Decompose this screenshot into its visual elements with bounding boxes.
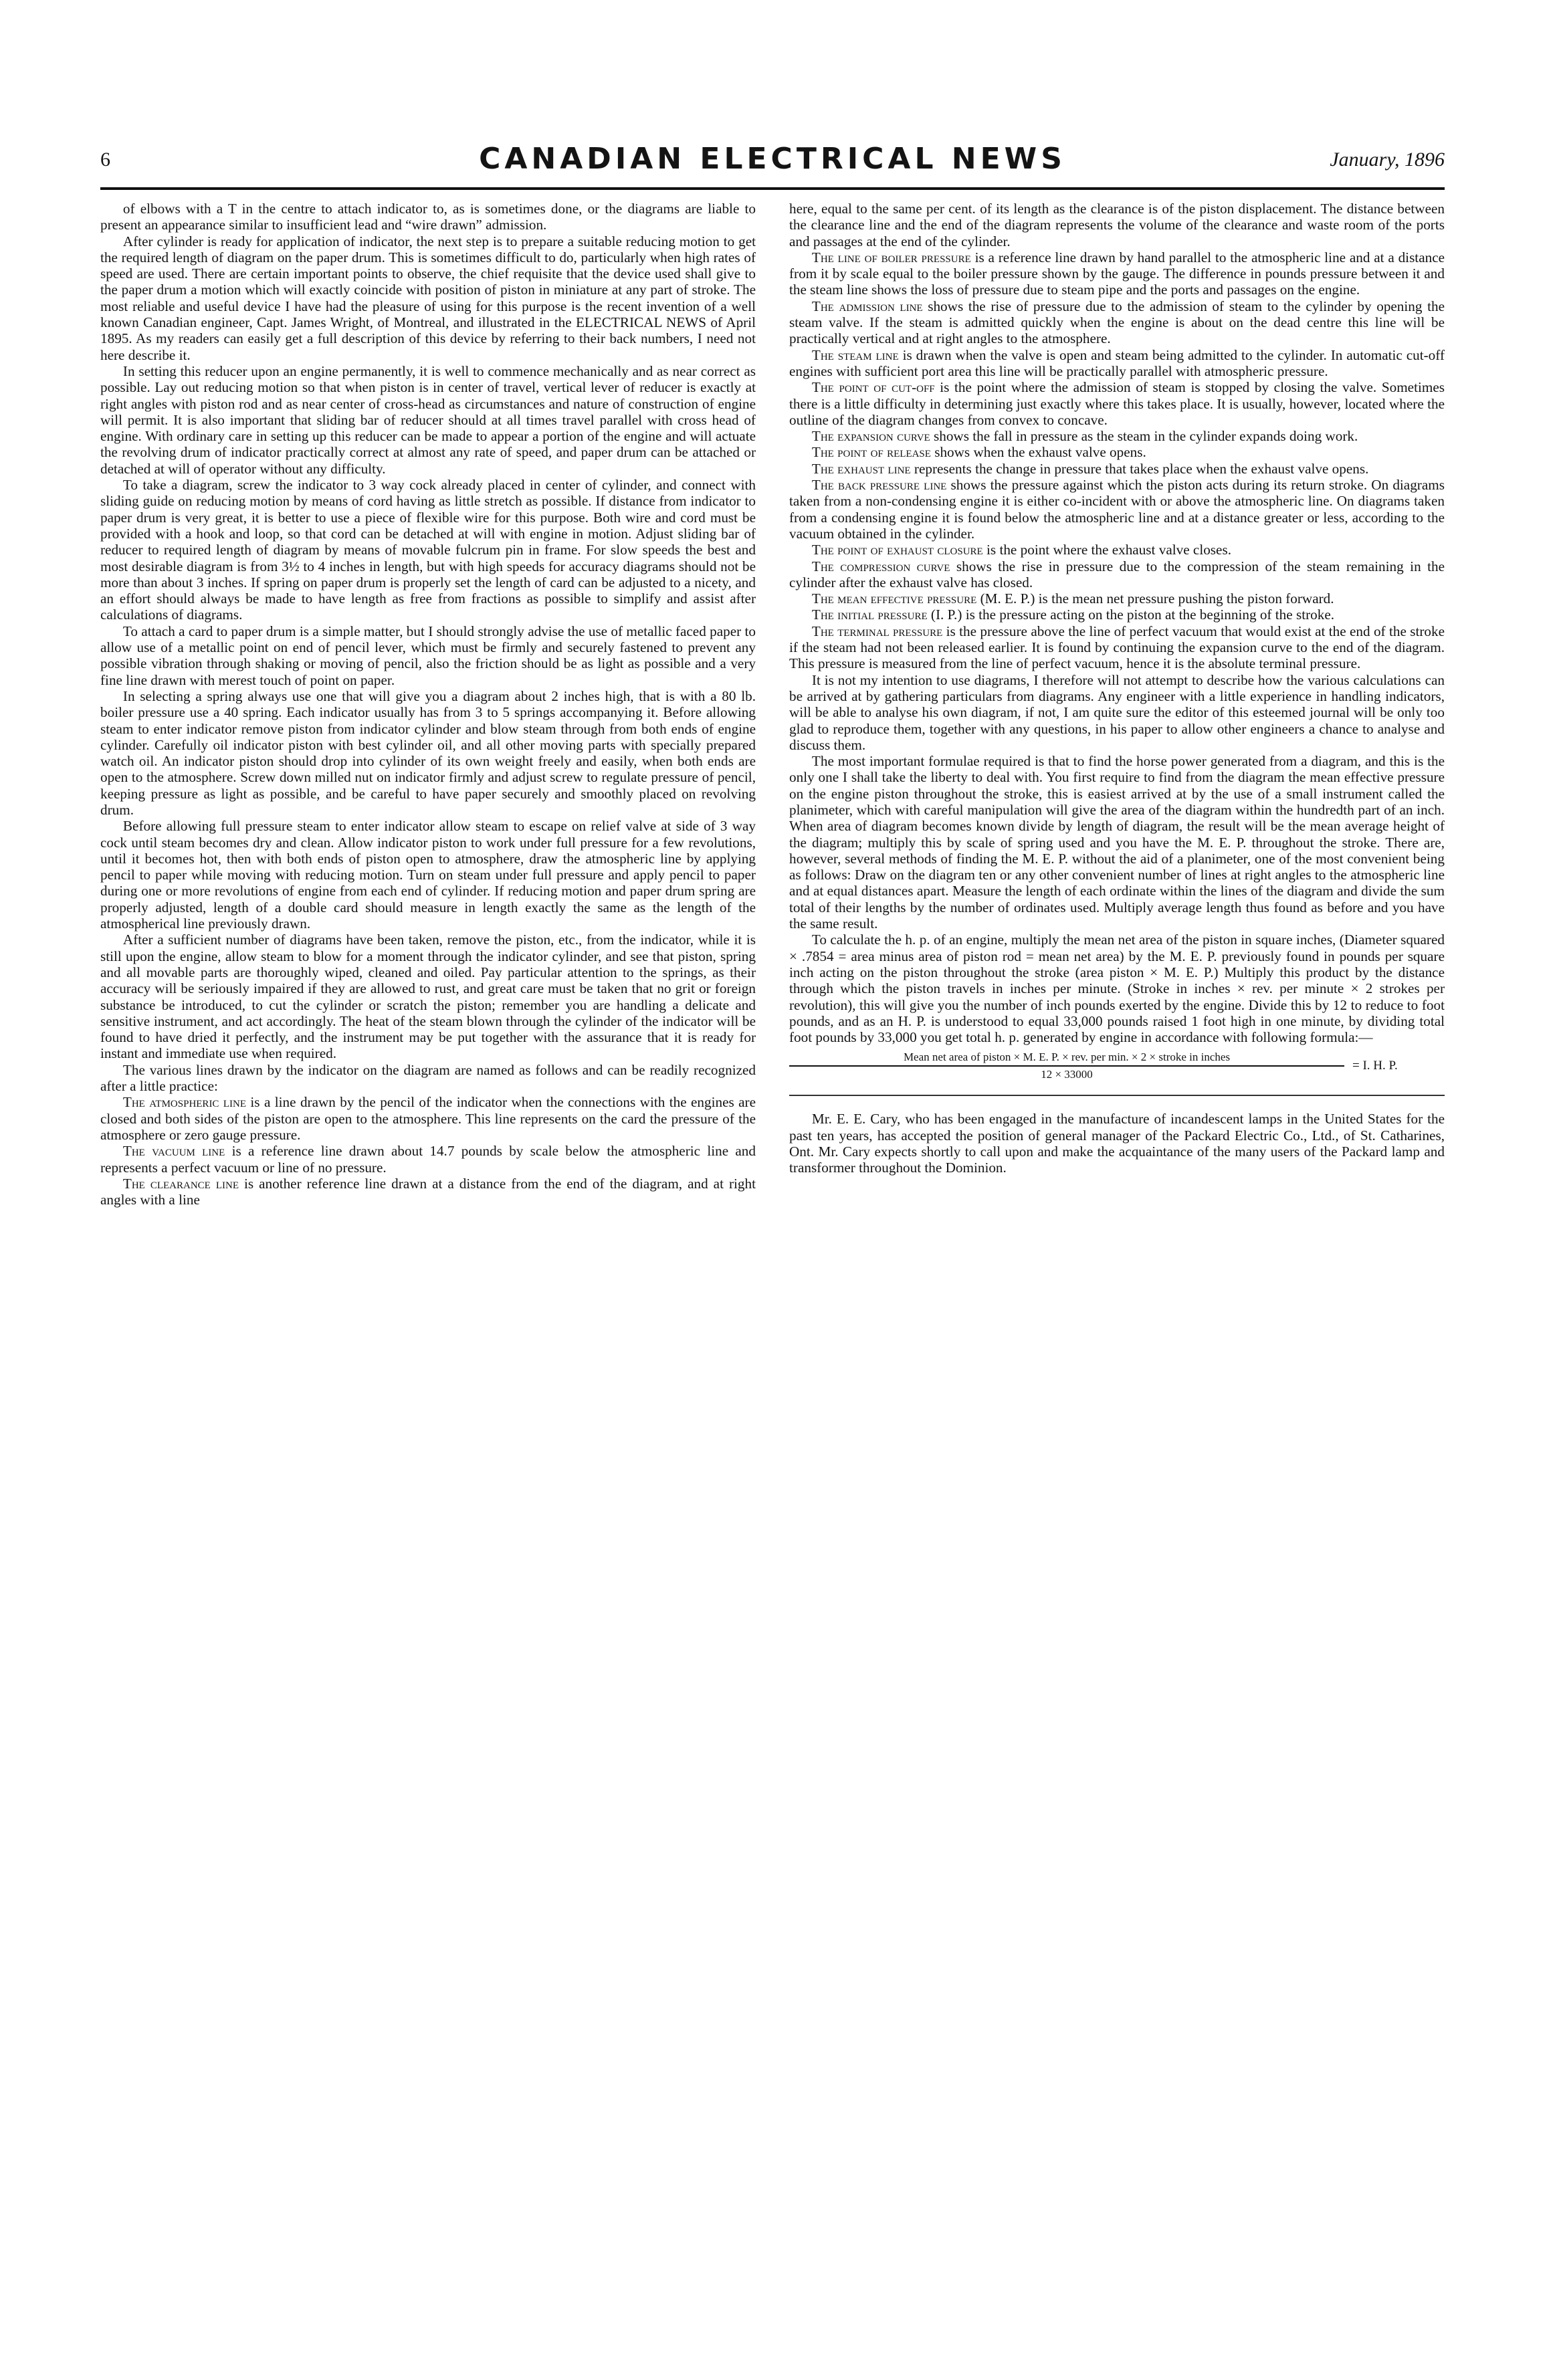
- section-divider: [789, 1095, 1445, 1096]
- journal-title: CANADIAN ELECTRICAL NEWS: [479, 142, 1066, 176]
- definition-term: The point of cut-off: [811, 379, 940, 396]
- definition-paragraph: The point of exhaust closure is the point where the exhaust valve closes.: [811, 542, 1231, 558]
- paragraph: To calculate the h. p. of an engine, multiply the mean net area of the piston in square inches, (Diameter squared × .7854 = area minus area of piston rod = mean net area) by the M. E. P. previously found in pounds per square inch acting on the piston throughout the stroke (area piston × M. E. P.) Multiply this product by the distance through which the piston travels in inches per minute. (Stroke in inches × rev. per minute × 2 strokes per revolution), this will give you the number of inch pounds exerted by the engine. Divide this by 12 to reduce to foot pounds, and as an H. P. is understood to equal 33,000 pounds raised 1 foot high in one minute, by dividing total foot pounds by 33,000 you get total h. p. generated by engine in accordance with following formula:—: [789, 932, 1445, 1046]
- definition-paragraph: The point of cut-off is the point where the admission of steam is stopped by closing the valve. Sometimes there is a little difficulty in determining just exactly where this takes place. It is usually, however, located where the outline of the diagram changes from convex to concave.: [789, 379, 1445, 428]
- definition-term: The admission line: [811, 298, 928, 314]
- notice-paragraph: Mr. E. E. Cary, who has been engaged in the manufacture of incandescent lamps in the United States for the past ten years, has accepted the position of general manager of the Packard Electric Co., Ltd., of St. Catharines, Ont. Mr. Cary expects shortly to call upon and make the acquaintance of the many users of the Packard lamp and transformer throughout the Dominion.: [789, 1111, 1445, 1176]
- left-column: [100, 201, 756, 1208]
- definition-term: The point of exhaust closure: [811, 542, 987, 558]
- paragraph: To take a diagram, screw the indicator to 3 way cock already placed in center of cylinder, and connect with sliding guide on reducing motion by means of cord having as little stretch as possible. If distance from indicator to paper drum is very great, it is better to use a piece of flexible wire for this purpose. Both wire and cord must be provided with a hook and loop, so that cord can be detached at will with engine in motion. Adjust sliding bar of reducer to required length of diagram by means of movable fulcrum pin in frame. For slow speeds the best and most desirable diagram is from 3½ to 4 inches in length, but with high speeds for accuracy diagrams should not be more than about 3 inches. If spring on paper drum is properly set the length of card can be adjusted to a nicety, and an effort should always be made to have length as free from fractions as possible to simplify and assist after calculations of diagrams.: [100, 477, 756, 623]
- definition-paragraph: The line of boiler pressure is a reference line drawn by hand parallel to the atmospheric line and at a distance from it by scale equal to the boiler pressure shown by the gauge. The difference in pounds pressure between it and the steam line shows the loss of pressure due to steam pipe and the ports and passages on the engine.: [789, 249, 1445, 298]
- definition-paragraph: The clearance line is another reference line drawn at a distance from the end of the diagram, and at right angles with a line: [100, 1175, 756, 1208]
- paragraph: here, equal to the same per cent. of its length as the clearance is of the piston displacement. The distance between the clearance line and the end of the diagram represents the volume of the clearance and waste room of the ports and passages at the end of the cylinder.: [789, 201, 1445, 249]
- masthead: [100, 134, 1445, 187]
- formula-numerator: Mean net area of piston × M. E. P. × rev. per min. × 2 × stroke in inches: [789, 1051, 1344, 1067]
- definition-term: The line of boiler pressure: [811, 249, 975, 265]
- definition-paragraph: The initial pressure (I. P.) is the pressure acting on the piston at the beginning of the stroke.: [811, 607, 1335, 623]
- definition-paragraph: The terminal pressure is the pressure above the line of perfect vacuum that would exist at the end of the stroke if the steam had not been released earlier. It is found by continuing the expansion curve to the end of the diagram. This pressure is measured from the line of perfect vacuum, hence it is the absolute terminal pressure.: [789, 623, 1445, 672]
- definition-term: The expansion curve: [811, 428, 934, 445]
- definition-paragraph: The vacuum line is a reference line drawn about 14.7 pounds by scale below the atmospheric line and represents a perfect vacuum or line of no pressure.: [100, 1143, 756, 1176]
- paragraph: The most important formulae required is that to find the horse power generated from a diagram, and this is the only one I shall take the liberty to deal with. You first require to find from the diagram the mean effective pressure on the engine piston throughout the stroke, this is easiest arrived at by the use of a small instrument called the planimeter, which with careful manipulation will give the area of the diagram within the hundredth part of an inch. When area of diagram becomes known divide by length of diagram, the result will be the mean average height of the diagram; multiply this by scale of spring used and you have the M. E. P. throughout the stroke. There are, however, several methods of finding the M. E. P. without the aid of a planimeter, one of the most convenient being as follows: Draw on the diagram ten or any other convenient number of lines at right angles to the atmospheric line and at equal distances apart. Measure the length of each ordinate within the lines of the diagram and divide the sum total of their lengths by the number of ordinates used. Multiply average length thus found as before and you have the same result.: [789, 753, 1445, 932]
- definition-paragraph: The point of release shows when the exhaust valve opens.: [811, 444, 1146, 461]
- definition-paragraph: The steam line is drawn when the valve is open and steam being admitted to the cylinder. In automatic cut-off engines with sufficient port area this line will be practically parallel with atmospheric pressure.: [789, 346, 1445, 379]
- definition-paragraph: The atmospheric line is a line drawn by the pencil of the indicator when the connections with the engines are closed and both sides of the piston are open to the atmosphere. This line represents on the card the pressure of the atmosphere or zero gauge pressure.: [100, 1094, 756, 1143]
- definition-paragraph: The mean effective pressure (M. E. P.) is the mean net pressure pushing the piston forward.: [811, 590, 1334, 607]
- definition-paragraph: The compression curve shows the rise in pressure due to the compression of the steam remaining in the cylinder after the exhaust valve has closed.: [789, 558, 1445, 590]
- paragraph: To attach a card to paper drum is a simple matter, but I should strongly advise the use of metallic faced paper to allow use of a metallic point on end of pencil lever, which must be firmly and securely fastened to prevent any possible vibration through shaking or moving of pencil, also the friction should be as light as possible and a very fine line drawn with merest touch of point on paper.: [100, 623, 756, 688]
- paragraph: Before allowing full pressure steam to enter indicator allow steam to escape on relief valve at side of 3 way cock until steam becomes dry and clean. Allow indicator piston to work under full pressure for a few revolutions, until it becomes hot, then with both ends of piston open to atmosphere, draw the atmospheric line by applying pencil to paper while moving with reducing motion. Turn on steam under full pressure and apply pencil to paper during one or more revolutions of engine from each end of cylinder. If reducing motion and paper drum spring are properly adjusted, length of a double card should measure in length exactly the same as the length of the atmospherical line previously drawn.: [100, 818, 756, 932]
- definition-term: The steam line: [811, 346, 903, 363]
- definition-paragraph: The admission line shows the rise of pressure due to the admission of steam to the cylinder by opening the steam valve. If the steam is admitted quickly when the engine is about on the dead centre this line will be practically vertical and at right angles to the atmosphere.: [789, 298, 1445, 347]
- paragraph: In selecting a spring always use one that will give you a diagram about 2 inches high, that is with a 80 lb. boiler pressure use a 40 spring. Each indicator usually has from 3 to 5 springs accompanying it. Before allowing steam to enter indicator remove piston from indicator cylinder and blow steam through from both ends of engine cylinder. Carefully oil indicator piston with best cylinder oil, and all other moving parts with specially prepared watch oil. An indicator piston should drop into cylinder of its own weight freely and easily, when both ends are open to the atmosphere. Screw down milled nut on indicator firmly and adjust screw to regulate pressure of pencil, keeping pressure as light as possible, and be careful to have paper securely and smoothly placed on revolving drum.: [100, 687, 756, 818]
- definition-paragraph: The back pressure line shows the pressure against which the piston acts during its return stroke. On diagrams taken from a non-condensing engine it is either co-incident with or above the atmospheric line. On diagrams taken from a condensing engine it is found below the atmospheric line and at a distance greater or less, according to the vacuum obtained in the cylinder.: [789, 477, 1445, 542]
- definition-term: The back pressure line: [811, 477, 951, 494]
- page-number: 6: [100, 148, 110, 171]
- definition-paragraph: The expansion curve shows the fall in pressure as the steam in the cylinder expands doing work.: [811, 428, 1358, 445]
- definition-term: The compression curve: [811, 558, 956, 574]
- right-column: [789, 201, 1445, 1176]
- definition-term: The atmospheric line: [122, 1094, 251, 1111]
- formula-denominator: 12 × 33000: [1041, 1068, 1093, 1081]
- paragraph: It is not my intention to use diagrams, I therefore will not attempt to describe how the various calculations can be arrived at by gathering particulars from diagrams. Any engineer with a little experience in handling indicators, will be able to analyse his own diagram, if not, I am quite sure the editor of this esteemed journal will be only too glad to reproduce them, together with any questions, in his paper to allow other engineers a chance to analyse and discuss them.: [789, 671, 1445, 753]
- definition-term: The point of release: [811, 444, 935, 461]
- definition-term: The mean effective pressure: [811, 590, 980, 607]
- formula-result: = I. H. P.: [1352, 1059, 1398, 1073]
- definition-term: The terminal pressure: [811, 623, 946, 639]
- paragraph: The various lines drawn by the indicator on the diagram are named as follows and can be readily recognized after a little practice:: [100, 1061, 756, 1095]
- formula-fraction: [789, 1051, 1344, 1081]
- definition-term: The vacuum line: [122, 1143, 232, 1160]
- definition-term: The initial pressure: [811, 607, 931, 623]
- horsepower-formula: [789, 1051, 1445, 1081]
- definition-term: The exhaust line: [811, 460, 914, 477]
- masthead-rule: [100, 187, 1445, 190]
- paragraph: After cylinder is ready for application of indicator, the next step is to prepare a suitable reducing motion to get the required length of diagram on the paper drum. This is sometimes difficult to do, particularly when high rates of speed are used. There are certain important points to observe, the chief requisite that the device used shall give to the paper drum a motion which will exactly coincide with position of piston in miniature at any part of stroke. The most reliable and useful device I have had the pleasure of using for this purpose is the recent invention of a well known Canadian engineer, Capt. James Wright, of Montreal, and illustrated in the ELECTRICAL NEWS of April 1895. As my readers can easily get a full description of this device by referring to their back numbers, I need not here describe it.: [100, 233, 756, 363]
- definition-term: The clearance line: [122, 1175, 244, 1192]
- issue-date: January, 1896: [1330, 148, 1445, 171]
- paragraph: In setting this reducer upon an engine permanently, it is well to commence mechanically and as near correct as possible. Lay out reducing motion so that when piston is in center of travel, vertical lever of reducer is exactly at right angles with piston rod and as near center of cross-head as circumstances and nature of construction of engine will permit. It is also important that sliding bar of reducer should at all times travel parallel with cross head of engine. With ordinary care in setting up this reducer can be made to appear a portion of the engine and will actuate the revolving drum of indicator practically correct at almost any rate of speed, and paper drum can be attached or detached at will of operator without any difficulty.: [100, 362, 756, 477]
- definition-paragraph: The exhaust line represents the change in pressure that takes place when the exhaust valve opens.: [811, 460, 1369, 477]
- paragraph: After a sufficient number of diagrams have been taken, remove the piston, etc., from the indicator, while it is still upon the engine, allow steam to blow for a moment through the indicator cylinder, and see that piston, spring and all movable parts are thoroughly wiped, cleaned and oiled. Pay particular attention to the springs, as their accuracy will be seriously impaired if they are allowed to rust, and great care must be taken that no grit or foreign substance be introduced, to cut the cylinder or scratch the piston; remember you are handling a delicate and sensitive instrument, and act accordingly. The heat of the steam blown through the cylinder of the indicator will be found to have dried it perfectly, and the instrument may be put together with the assurance that it is ready for instant and immediate use when required.: [100, 932, 756, 1062]
- paragraph: of elbows with a T in the centre to attach indicator to, as is sometimes done, or the diagrams are liable to present an appearance similar to insufficient lead and “wire drawn” admission.: [100, 201, 756, 233]
